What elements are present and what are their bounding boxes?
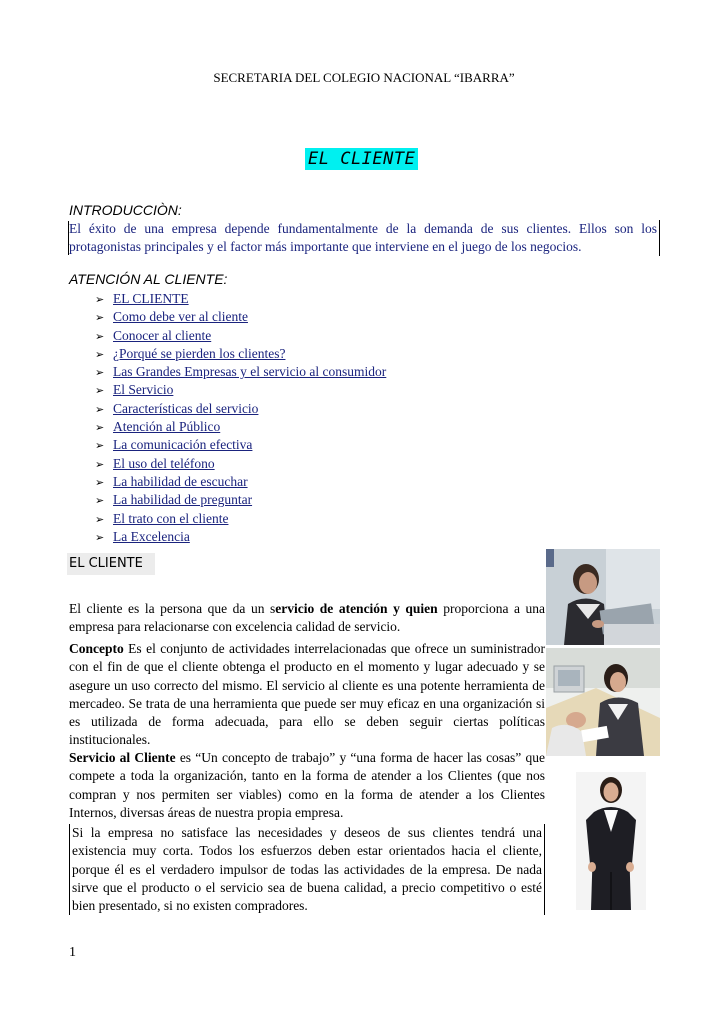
topic-link[interactable]: El uso del teléfono (113, 455, 215, 471)
topic-list-item (95, 455, 386, 473)
arrow-bullet-icon: ➢ (95, 457, 105, 471)
arrow-bullet-icon: ➢ (95, 439, 105, 453)
topic-link[interactable]: ¿Porqué se pierden los clientes? (113, 345, 286, 361)
topic-link[interactable]: La habilidad de escuchar (113, 473, 248, 489)
topic-link[interactable]: El trato con el cliente (113, 510, 229, 526)
paragraph-concepto (69, 640, 545, 750)
topic-list-item (95, 308, 386, 326)
topic-link[interactable]: La Excelencia (113, 528, 190, 544)
p1-text-a: El cliente es la persona que da un s (69, 601, 276, 616)
arrow-bullet-icon: ➢ (95, 494, 105, 508)
servicio-text: es “Un concepto de trabajo” y “una forma de hacer las cosas” que compete a toda la organización, tanto en la forma de atender a los Clientes (que nos compran y nos permiten ser viables) como en la forma de atender a los Clientes Internos, diversas áreas de nuestra propia empresa. (69, 750, 545, 820)
concepto-label: Concepto (69, 641, 124, 656)
paragraph-necesidades: Si la empresa no satisface las necesidades y deseos de sus clientes tendrá una existencia muy corta. Todos los esfuerzos deben estar orientados hacia el cliente, porque él es el verdadero impulsor de todas las actividades de la empresa. De nada sirve que el producto o el servicio sea de buena calidad, a precio competitivo o esté bien presentado, si no existen compradores. (69, 824, 545, 915)
paragraph-servicio (69, 749, 545, 822)
photo-woman-laptop (546, 549, 660, 645)
topic-list-item (95, 418, 386, 436)
topic-link[interactable]: EL CLIENTE (113, 291, 189, 306)
topic-link[interactable]: Como debe ver al cliente (113, 309, 248, 325)
topic-link[interactable]: El Servicio (113, 382, 174, 398)
arrow-bullet-icon: ➢ (95, 384, 105, 398)
document-title: EL CLIENTE (305, 148, 418, 170)
topic-list-item (95, 381, 386, 399)
concepto-text: Es el conjunto de actividades interrelacionadas que ofrece un suministrador con el fin de que el cliente obtenga el producto en el momento y lugar adecuado y se asegure un uso correcto del mismo. El servicio al cliente es una potente herramienta de mercadeo. Se trata de una herramienta que puede ser muy eficaz en una organización si es utilizada de forma adecuada, para ello se deben seguir ciertas políticas institucionales. (69, 641, 545, 748)
arrow-bullet-icon: ➢ (95, 347, 105, 361)
topic-link[interactable]: Las Grandes Empresas y el servicio al consumidor (113, 364, 387, 380)
p1-text-c: proporciona a una empresa para relacionarse con excelencia calidad de servicio. (69, 601, 546, 635)
p1-bold: ervicio de atención y quien (275, 601, 438, 616)
topic-list-item (95, 491, 386, 509)
topic-link[interactable]: Atención al Público (113, 419, 221, 435)
photo-office-workers (546, 648, 660, 756)
page-number: 1 (69, 945, 76, 960)
arrow-bullet-icon: ➢ (95, 421, 105, 435)
photo-businesswoman (576, 772, 646, 910)
arrow-bullet-icon: ➢ (95, 475, 105, 489)
topic-list-item (95, 436, 386, 454)
intro-paragraph: El éxito de una empresa depende fundamentalmente de la demanda de sus clientes. Ellos son los protagonistas principales y el factor más importante que interviene en el juego de los negocios. (69, 220, 660, 256)
atencion-heading: ATENCIÓN AL CLIENTE: (69, 271, 228, 287)
topic-link[interactable]: Características del servicio (113, 400, 259, 416)
topic-list-item (95, 290, 386, 308)
topic-list-item (95, 510, 386, 528)
topic-list (95, 290, 386, 546)
arrow-bullet-icon: ➢ (95, 530, 105, 544)
topic-list-item (95, 327, 386, 345)
cliente-section-heading: EL CLIENTE (67, 553, 155, 575)
topic-list-item (95, 400, 386, 418)
document-header: SECRETARIA DEL COLEGIO NACIONAL “IBARRA” (213, 70, 515, 85)
arrow-bullet-icon: ➢ (95, 366, 105, 380)
arrow-bullet-icon: ➢ (95, 329, 105, 343)
topic-link[interactable]: Conocer al cliente (113, 327, 212, 343)
topic-list-item (95, 528, 386, 546)
arrow-bullet-icon: ➢ (95, 311, 105, 325)
topic-link[interactable]: La habilidad de preguntar (113, 492, 253, 508)
topic-list-item (95, 345, 386, 363)
arrow-bullet-icon: ➢ (95, 512, 105, 526)
servicio-label: Servicio al Cliente (69, 750, 176, 765)
arrow-bullet-icon: ➢ (95, 293, 105, 306)
arrow-bullet-icon: ➢ (95, 402, 105, 416)
topic-link[interactable]: La comunicación efectiva (113, 437, 253, 453)
intro-heading: INTRODUCCIÒN: (69, 202, 182, 218)
topic-list-item (95, 473, 386, 491)
topic-list-item (95, 363, 386, 381)
paragraph-definition (69, 600, 545, 637)
